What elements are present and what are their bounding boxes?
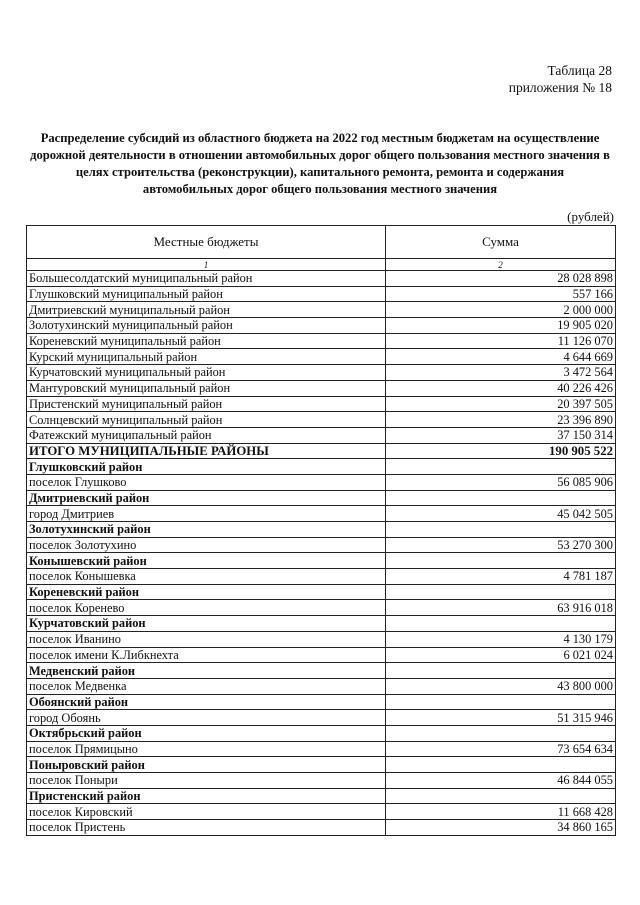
budget-name-cell: Дмитриевский район	[27, 490, 386, 506]
budget-name-cell: Курчатовский район	[27, 616, 386, 632]
budget-name-cell: поселок Золотухино	[27, 537, 386, 553]
table-row	[27, 318, 616, 334]
table-row	[27, 302, 616, 318]
budget-name-cell: Пристенский муниципальный район	[27, 396, 386, 412]
budget-name-cell: Глушковский муниципальный район	[27, 286, 386, 302]
table-row	[27, 788, 616, 804]
subsidy-table	[26, 225, 616, 836]
amount-cell	[386, 663, 616, 679]
budget-name-cell: Конышевский район	[27, 553, 386, 569]
column-index-2: 2	[386, 259, 616, 271]
amount-cell	[386, 788, 616, 804]
table-row	[27, 741, 616, 757]
column-header-amount: Сумма	[386, 226, 616, 259]
table-row	[27, 757, 616, 773]
amount-cell: 37 150 314	[386, 427, 616, 443]
amount-cell: 20 397 505	[386, 396, 616, 412]
amount-cell	[386, 725, 616, 741]
budget-name-cell: Обоянский район	[27, 694, 386, 710]
amount-cell: 28 028 898	[386, 271, 616, 287]
table-row	[27, 725, 616, 741]
budget-name-cell: Кореневский район	[27, 584, 386, 600]
amount-cell: 45 042 505	[386, 506, 616, 522]
amount-cell	[386, 616, 616, 632]
budget-name-cell: Медвенский район	[27, 663, 386, 679]
budget-name-cell: поселок Кировский	[27, 804, 386, 820]
amount-cell: 56 085 906	[386, 474, 616, 490]
amount-cell: 19 905 020	[386, 318, 616, 334]
amount-cell	[386, 694, 616, 710]
amount-cell	[386, 757, 616, 773]
amount-cell	[386, 490, 616, 506]
amount-cell	[386, 459, 616, 475]
amount-cell	[386, 553, 616, 569]
budget-name-cell: ИТОГО МУНИЦИПАЛЬНЫЕ РАЙОНЫ	[27, 443, 386, 459]
budget-name-cell: поселок Медвенка	[27, 678, 386, 694]
budget-name-cell: поселок Поныри	[27, 773, 386, 789]
units-label: (рублей)	[567, 209, 614, 224]
table-row	[27, 678, 616, 694]
table-index-row	[27, 259, 616, 271]
budget-name-cell: поселок Коренево	[27, 600, 386, 616]
table-row	[27, 333, 616, 349]
column-header-budgets: Местные бюджеты	[27, 226, 386, 259]
table-row	[27, 584, 616, 600]
amount-cell: 43 800 000	[386, 678, 616, 694]
table-row	[27, 349, 616, 365]
document-title: Распределение субсидий из областного бюджета на 2022 год местным бюджетам на осуществление дорожной деятельности в отношении автомобильных дорог общего пользования местного значения в целях строительства (реконструкции), капитального ремонта, ремонта и содержания автомобильных дорог общего пользования местного значения	[30, 131, 610, 196]
budget-name-cell: Пристенский район	[27, 788, 386, 804]
table-row	[27, 537, 616, 553]
budget-name-cell: Золотухинский район	[27, 522, 386, 538]
table-row	[27, 804, 616, 820]
budget-name-cell: Золотухинский муниципальный район	[27, 318, 386, 334]
table-row	[27, 443, 616, 459]
budget-name-cell: поселок Иванино	[27, 631, 386, 647]
budget-name-cell: город Дмитриев	[27, 506, 386, 522]
amount-cell	[386, 522, 616, 538]
amount-cell: 63 916 018	[386, 600, 616, 616]
table-row	[27, 553, 616, 569]
table-row	[27, 427, 616, 443]
table-row	[27, 459, 616, 475]
table-row	[27, 773, 616, 789]
table-number-label: Таблица 28	[547, 63, 612, 78]
table-row	[27, 412, 616, 428]
amount-cell: 51 315 946	[386, 710, 616, 726]
amount-cell: 6 021 024	[386, 647, 616, 663]
amount-cell: 46 844 055	[386, 773, 616, 789]
amount-cell: 23 396 890	[386, 412, 616, 428]
amount-cell: 4 130 179	[386, 631, 616, 647]
amount-cell: 557 166	[386, 286, 616, 302]
table-row	[27, 506, 616, 522]
budget-name-cell: поселок имени К.Либкнехта	[27, 647, 386, 663]
amount-cell: 11 668 428	[386, 804, 616, 820]
amount-cell: 4 781 187	[386, 569, 616, 585]
table-row	[27, 569, 616, 585]
document-header	[312, 62, 612, 96]
table-row	[27, 474, 616, 490]
table-body	[27, 271, 616, 836]
table-row	[27, 522, 616, 538]
amount-cell: 53 270 300	[386, 537, 616, 553]
table-row	[27, 710, 616, 726]
table-header-row	[27, 226, 616, 259]
table-row	[27, 380, 616, 396]
amount-cell	[386, 584, 616, 600]
amount-cell: 40 226 426	[386, 380, 616, 396]
amount-cell: 4 644 669	[386, 349, 616, 365]
budget-name-cell: город Обоянь	[27, 710, 386, 726]
table-row	[27, 616, 616, 632]
table-row	[27, 663, 616, 679]
budget-name-cell: Курчатовский муниципальный район	[27, 365, 386, 381]
budget-name-cell: Мантуровский муниципальный район	[27, 380, 386, 396]
amount-cell: 11 126 070	[386, 333, 616, 349]
budget-name-cell: Большесолдатский муниципальный район	[27, 271, 386, 287]
budget-name-cell: Фатежский муниципальный район	[27, 427, 386, 443]
table-row	[27, 631, 616, 647]
budget-name-cell: поселок Пристень	[27, 820, 386, 836]
budget-name-cell: Курский муниципальный район	[27, 349, 386, 365]
budget-name-cell: Глушковский район	[27, 459, 386, 475]
budget-name-cell: Кореневский муниципальный район	[27, 333, 386, 349]
amount-cell: 190 905 522	[386, 443, 616, 459]
table-row	[27, 396, 616, 412]
appendix-label: приложения № 18	[508, 80, 612, 95]
budget-name-cell: Поныровский район	[27, 757, 386, 773]
budget-name-cell: поселок Конышевка	[27, 569, 386, 585]
budget-name-cell: Октябрьский район	[27, 725, 386, 741]
amount-cell: 34 860 165	[386, 820, 616, 836]
table-row	[27, 490, 616, 506]
table-row	[27, 820, 616, 836]
table-row	[27, 365, 616, 381]
amount-cell: 2 000 000	[386, 302, 616, 318]
column-index-1: 1	[27, 259, 386, 271]
budget-name-cell: поселок Глушково	[27, 474, 386, 490]
amount-cell: 73 654 634	[386, 741, 616, 757]
budget-name-cell: поселок Прямицыно	[27, 741, 386, 757]
table-row	[27, 286, 616, 302]
budget-name-cell: Солнцевский муниципальный район	[27, 412, 386, 428]
table-row	[27, 647, 616, 663]
table-row	[27, 694, 616, 710]
budget-name-cell: Дмитриевский муниципальный район	[27, 302, 386, 318]
table-row	[27, 600, 616, 616]
amount-cell: 3 472 564	[386, 365, 616, 381]
table-row	[27, 271, 616, 287]
